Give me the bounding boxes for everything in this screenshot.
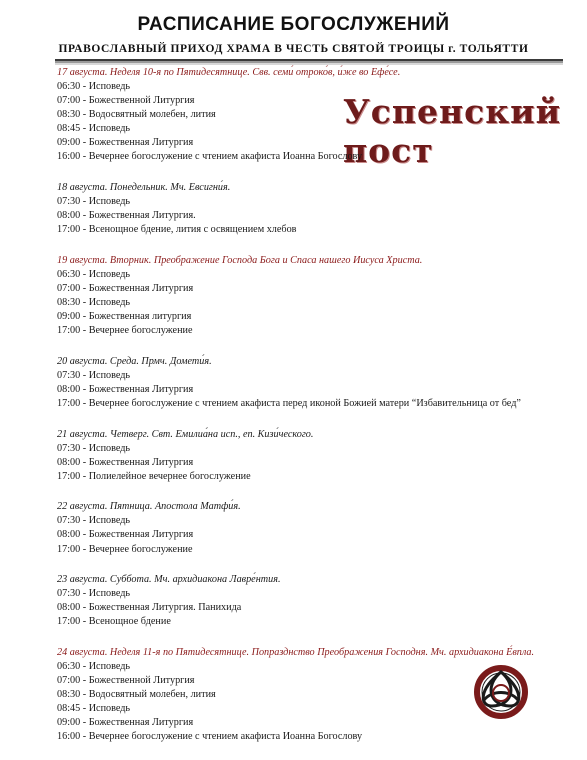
day-entry: [57, 65, 537, 165]
day-entry: [57, 572, 537, 629]
day-header: 17 августа. Неделя 10-я по Пятидесятнице. Свв. семи́ отроко́в, и́же во Ефе́се.: [57, 67, 401, 78]
service-line: 09:00 - Божественная Литургия: [57, 717, 194, 729]
service-line: 17:00 - Вечернее богослужение: [57, 325, 193, 337]
day-header: 18 августа. Понедельник. Мч. Евсигни́я.: [57, 182, 231, 194]
service-line: 08:30 - Водосвятный молебен, лития: [57, 109, 216, 121]
service-line: 17:00 - Всенощное бдение: [57, 616, 171, 628]
service-line: 17:00 - Вечернее богослужение: [57, 543, 193, 555]
service-line: 07:00 - Божественной Литургия: [57, 95, 195, 107]
day-entry: [57, 645, 537, 745]
day-entry: [57, 253, 537, 338]
service-line: 07:00 - Божественная Литургия: [57, 282, 194, 294]
fast-stamp: Успенский пост: [343, 92, 562, 170]
service-line: 09:00 - Божественная литургия: [57, 311, 192, 323]
service-line: 08:30 - Водосвятный молебен, лития: [57, 689, 216, 701]
service-line: 08:00 - Божественная Литургия: [57, 456, 194, 468]
service-line: 17:00 - Всенощное бдение, лития с освящением хлебов: [57, 224, 297, 236]
service-line: 07:00 - Божественной Литургия: [57, 675, 195, 687]
service-line: 17:00 - Вечернее богослужение с чтением акафиста перед иконой Божией матери “Избавительница от бед”: [57, 398, 521, 409]
service-line: 16:00 - Вечернее богослужение с чтением акафиста Иоанна Богослову: [57, 731, 363, 743]
service-line: 08:45 - Исповедь: [57, 123, 131, 135]
service-line: 16:00 - Вечернее богослужение с чтением акафиста Иоанна Богослову: [57, 151, 363, 163]
day-header: 20 августа. Среда. Прмч. Домети́я.: [57, 355, 212, 367]
page-title: РАСПИСАНИЕ БОГОСЛУЖЕНИЙ: [137, 14, 450, 35]
day-entry: [57, 427, 537, 484]
day-header: 19 августа. Вторник. Преображение Господа Бога и Спаса нашего Иисуса Христа.: [57, 254, 423, 266]
service-line: 17:00 - Полиелейное вечернее богослужение: [57, 470, 251, 482]
service-line: 07:30 - Исповедь: [57, 196, 131, 208]
service-line: 08:00 - Божественная Литургия.: [57, 210, 196, 222]
service-line: 08:00 - Божественная Литургия. Панихида: [57, 602, 242, 614]
day-header: 23 августа. Суббота. Мч. архидиакона Лавре́нтия.: [57, 574, 281, 586]
parish-subtitle: ПРАВОСЛАВНЫЙ ПРИХОД ХРАМА В ЧЕСТЬ СВЯТОЙ ТРОИЦЫ г. ТОЛЬЯТТИ: [58, 43, 529, 55]
trinity-knot-logo-icon: [466, 660, 536, 720]
service-line: 08:00 - Божественная Литургия: [57, 383, 194, 395]
service-line: 07:30 - Исповедь: [57, 515, 131, 527]
service-line: 08:30 - Исповедь: [57, 297, 131, 309]
day-header: 22 августа. Пятница. Апостола Матфи́я.: [57, 501, 241, 513]
day-entry: [57, 354, 537, 411]
day-entry: [57, 499, 537, 556]
service-line: 08:45 - Исповедь: [57, 703, 131, 715]
service-line: 09:00 - Божественная Литургия: [57, 137, 194, 149]
service-line: 07:30 - Исповедь: [57, 369, 131, 381]
service-line: 08:00 - Божественная Литургия: [57, 529, 194, 541]
service-line: 06:30 - Исповедь: [57, 660, 131, 672]
service-line: 07:30 - Исповедь: [57, 442, 131, 454]
service-line: 06:30 - Исповедь: [57, 81, 131, 92]
service-line: 07:30 - Исповедь: [57, 588, 131, 600]
schedule-list: [57, 65, 537, 760]
day-header: 24 августа. Неделя 11-я по Пятидесятнице. Попразднство Преображения Господня. Мч. архидиакона Е́впла.: [57, 646, 535, 658]
day-header: 21 августа. Четверг. Свт. Емилиа́на исп., еп. Кизи́ческого.: [57, 428, 314, 440]
day-entry: [57, 180, 537, 237]
service-line: 06:30 - Исповедь: [57, 268, 131, 280]
